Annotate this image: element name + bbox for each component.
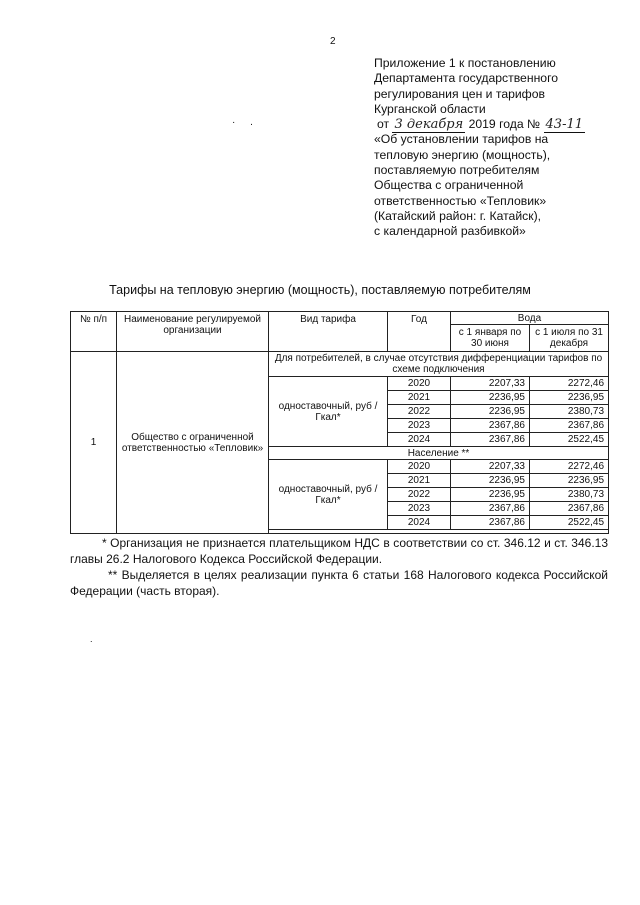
date-prefix: от	[377, 117, 390, 132]
year-cell: 2023	[388, 502, 451, 516]
appendix-title-line: Общества с ограниченной	[374, 178, 524, 193]
year-cell: 2020	[388, 377, 451, 391]
header-organization: Наименование регулируемой организации	[117, 312, 269, 352]
header-num: № п/п	[71, 312, 117, 352]
appendix-line: Курганской области	[374, 101, 486, 116]
tariff-value: 2367,86	[530, 419, 609, 433]
header-year: Год	[388, 312, 451, 352]
tariff-value: 2236,95	[451, 405, 530, 419]
appendix-title-line: «Об установлении тарифов на	[374, 132, 549, 147]
appendix-header	[374, 56, 624, 240]
scan-speck: .	[90, 634, 93, 644]
tariff-value: 2236,95	[451, 391, 530, 405]
section-heading: Для потребителей, в случае отсутствия дифференциации тарифов по схеме подключения	[269, 352, 609, 377]
appendix-line: Приложение 1 к постановлению	[374, 56, 556, 70]
year-cell: 2022	[388, 405, 451, 419]
tariff-value: 2272,46	[530, 377, 609, 391]
tariff-value: 2367,86	[451, 516, 530, 530]
tariff-value: 2367,86	[451, 502, 530, 516]
organization-name: Общество с ограниченной ответственностью «Тепловик»	[117, 352, 269, 534]
tariff-value: 2367,86	[451, 433, 530, 447]
tariff-value: 2207,33	[451, 460, 530, 474]
tariff-value: 2367,86	[530, 502, 609, 516]
tariff-value: 2236,95	[530, 391, 609, 405]
year-cell: 2020	[388, 460, 451, 474]
handwritten-doc-number: 43-11	[545, 117, 584, 133]
tariff-value: 2207,33	[451, 377, 530, 391]
tariff-table	[70, 311, 609, 534]
appendix-title-line: тепловую энергию (мощность),	[374, 147, 551, 162]
year-cell: 2022	[388, 488, 451, 502]
table-title: Тарифы на тепловую энергию (мощность), поставляемую потребителям	[109, 283, 531, 297]
scan-speck: · .	[232, 117, 259, 128]
footnote-vat: * Организация не признается плательщиком НДС в соответствии со ст. 346.12 и ст. 346.13 главы 26.2 Налогового Кодекса Российской Федерации.	[70, 536, 608, 566]
header-water: Вода	[451, 312, 609, 325]
appendix-title-line: поставляемую потребителям	[374, 163, 540, 178]
tariff-value: 2522,45	[530, 516, 609, 530]
appendix-title-line: (Катайский район: г. Катайск),	[374, 208, 542, 223]
tariff-value: 2272,46	[530, 460, 609, 474]
tariff-value: 2367,86	[451, 419, 530, 433]
header-period-2: с 1 июля по 31 декабря	[530, 325, 609, 352]
handwritten-date: 3 декабря	[394, 117, 464, 133]
year-cell: 2021	[388, 474, 451, 488]
appendix-line: Департамента государственного	[374, 71, 559, 86]
table-bottom-spacer	[269, 530, 609, 534]
appendix-date-line	[374, 117, 624, 132]
tariff-type: одноставочный, руб /Гкал*	[269, 460, 388, 530]
tariff-value: 2522,45	[530, 433, 609, 447]
year-cell: 2024	[388, 433, 451, 447]
appendix-title-line: с календарной разбивкой»	[374, 224, 526, 239]
header-tariff-type: Вид тарифа	[269, 312, 388, 352]
year-cell: 2023	[388, 419, 451, 433]
section-heading: Население **	[269, 447, 609, 460]
appendix-line: регулирования цен и тарифов	[374, 86, 545, 101]
date-year: 2019 года №	[468, 117, 541, 132]
appendix-title-line: ответственностью «Тепловик»	[374, 193, 547, 208]
tariff-value: 2236,95	[530, 474, 609, 488]
tariff-value: 2236,95	[451, 474, 530, 488]
year-cell: 2021	[388, 391, 451, 405]
tariff-value: 2380,73	[530, 405, 609, 419]
tariff-type: одноставочный, руб /Гкал*	[269, 377, 388, 447]
page-number: 2	[330, 36, 336, 47]
year-cell: 2024	[388, 516, 451, 530]
row-number: 1	[71, 352, 117, 534]
tariff-value: 2380,73	[530, 488, 609, 502]
footnote-population: ** Выделяется в целях реализации пункта 6 статьи 168 Налогового кодекса Российской Федерации (часть вторая).	[70, 568, 608, 598]
tariff-value: 2236,95	[451, 488, 530, 502]
header-period-1: с 1 января по 30 июня	[451, 325, 530, 352]
